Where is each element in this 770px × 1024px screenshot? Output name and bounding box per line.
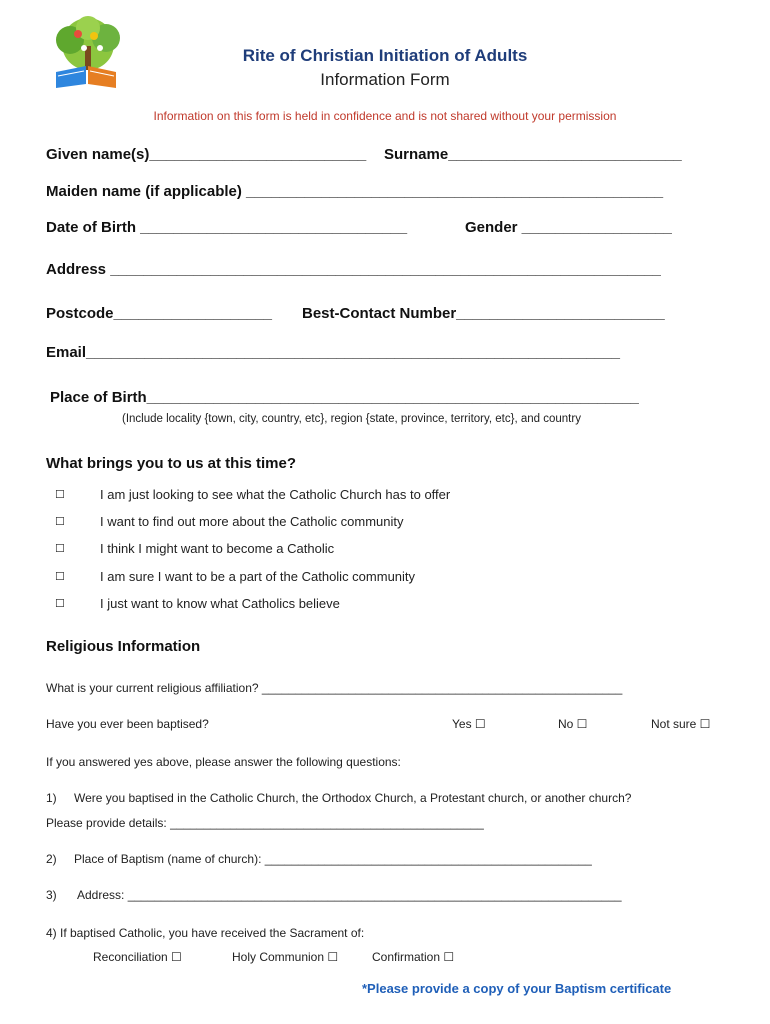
interest-option-label: I just want to know what Catholics believe: [100, 596, 340, 611]
contact-number-field[interactable]: Best-Contact Number_________________________: [302, 305, 665, 322]
checkbox-icon[interactable]: ☐: [55, 516, 65, 528]
question-number: 1): [46, 791, 57, 805]
place-of-birth-note: (Include locality {town, city, country, etc}, region {state, province, territory, etc}, and country: [122, 413, 581, 425]
if-yes-instruction: If you answered yes above, please answer the following questions:: [46, 755, 401, 769]
checkbox-icon[interactable]: ☐: [55, 598, 65, 610]
baptism-address-field[interactable]: Address: __________________________________________________________________________: [77, 888, 622, 902]
maiden-name-field[interactable]: Maiden name (if applicable) __________________________________________________: [46, 183, 664, 200]
question-number: 3): [46, 888, 57, 902]
interest-option-label: I am sure I want to be a part of the Catholic community: [100, 569, 416, 584]
address-field[interactable]: Address __________________________________________________________________: [46, 261, 661, 278]
question-1: Were you baptised in the Catholic Church, the Orthodox Church, a Protestant church, or another church?: [74, 791, 632, 805]
baptism-place-field[interactable]: Place of Baptism (name of church): _________________________________________________: [74, 852, 592, 866]
confirmation-option[interactable]: Confirmation ☐: [372, 950, 455, 964]
surname-field[interactable]: Surname____________________________: [384, 146, 682, 163]
baptised-yes-option[interactable]: Yes ☐: [452, 717, 486, 731]
interest-option-label: I want to find out more about the Catholic community: [100, 514, 404, 529]
question-number: 2): [46, 852, 57, 866]
postcode-field[interactable]: Postcode___________________: [46, 305, 273, 322]
details-field[interactable]: Please provide details: _______________________________________________: [46, 816, 484, 830]
interest-heading: What brings you to us at this time?: [46, 455, 297, 472]
email-field[interactable]: Email________________________________________________________________: [46, 344, 620, 361]
communion-option[interactable]: Holy Communion ☐: [232, 950, 339, 964]
checkbox-icon[interactable]: ☐: [55, 489, 65, 501]
interest-option-label: I think I might want to become a Catholic: [100, 541, 335, 556]
form-title: Rite of Christian Initiation of Adults: [242, 46, 528, 65]
given-names-field[interactable]: Given name(s)__________________________: [46, 146, 367, 163]
religious-heading: Religious Information: [46, 638, 201, 655]
baptised-no-option[interactable]: No ☐: [558, 717, 588, 731]
baptism-certificate-note: *Please provide a copy of your Baptism certificate: [362, 981, 672, 996]
interest-option-label: I am just looking to see what the Catholic Church has to offer: [100, 487, 451, 502]
checkbox-icon[interactable]: ☐: [55, 571, 65, 583]
affiliation-field[interactable]: What is your current religious affiliation? ______________________________________________________: [46, 681, 623, 695]
checkbox-icon[interactable]: ☐: [55, 543, 65, 555]
confidentiality-note: Information on this form is held in confidence and is not shared without your permission: [153, 109, 617, 123]
form-subtitle: Information Form: [320, 70, 450, 89]
place-of-birth-field[interactable]: Place of Birth___________________________________________________________: [50, 389, 639, 406]
question-4: 4) If baptised Catholic, you have received the Sacrament of:: [46, 926, 365, 940]
gender-field[interactable]: Gender __________________: [465, 219, 672, 236]
dob-field[interactable]: Date of Birth ________________________________: [46, 219, 408, 236]
reconciliation-option[interactable]: Reconciliation ☐: [93, 950, 182, 964]
baptised-question: Have you ever been baptised?: [46, 717, 209, 731]
baptised-not-sure-option[interactable]: Not sure ☐: [651, 717, 711, 731]
